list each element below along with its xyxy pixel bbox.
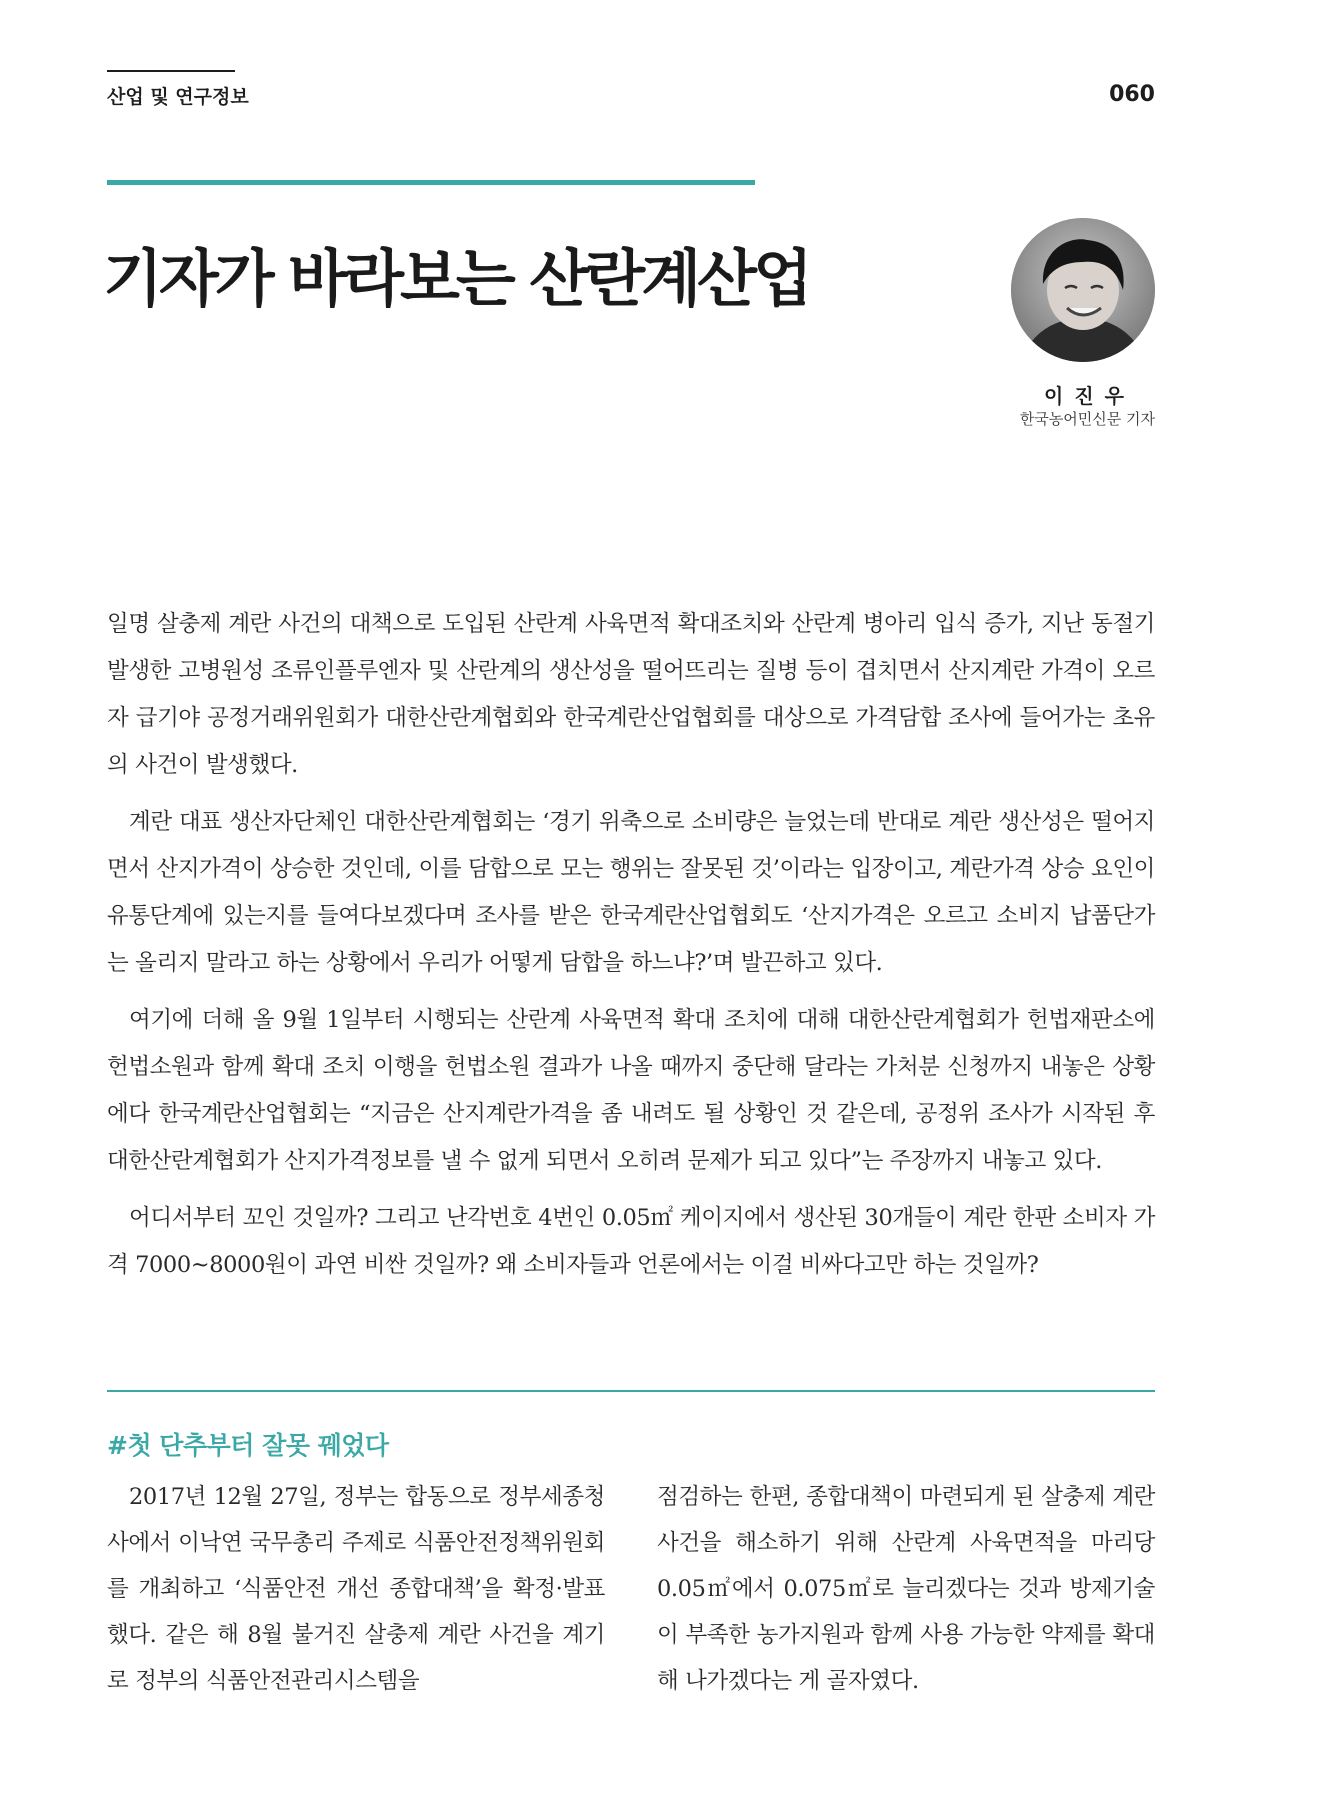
page-number: 060: [1109, 82, 1155, 107]
intro-body: [107, 601, 1155, 1299]
intro-paragraph: 어디서부터 꼬인 것일까? 그리고 난각번호 4번인 0.05㎡ 케이지에서 생산된 30개들이 계란 한판 소비자 가격 7000~8000원이 과연 비싼 것일까? 왜 소비자들과 언론에서는 이걸 비싸다고만 하는 것일까?: [107, 1205, 1155, 1278]
title-rule: [107, 180, 755, 185]
right-column-text: 점검하는 한편, 종합대책이 마련되게 된 살충제 계란 사건을 해소하기 위해 산란계 사육면적을 마리당 0.05㎡에서 0.075㎡로 늘리겠다는 것과 방제기술이 부족한 농가지원과 함께 사용 가능한 약제를 확대해 나가겠다는 게 골자였다.: [657, 1484, 1155, 1694]
author-photo: [1011, 218, 1155, 362]
right-column: [657, 1474, 1155, 1704]
header-rule: [107, 70, 235, 72]
author-affiliation: 한국농어민신문 기자: [1019, 410, 1155, 428]
two-column-body: [107, 1474, 1155, 1704]
section-heading: #첫 단추부터 잘못 꿰었다: [107, 1430, 389, 1460]
section-name: 산업 및 연구정보: [107, 86, 249, 108]
article-title: 기자가 바라보는 산란계산업: [103, 241, 809, 315]
author-name: 이 진 우: [1044, 384, 1126, 408]
left-column: [107, 1474, 605, 1704]
intro-paragraph: 계란 대표 생산자단체인 대한산란계협회는 ‘경기 위축으로 소비량은 늘었는데 반대로 계란 생산성은 떨어지면서 산지가격이 상승한 것인데, 이를 담합으로 모는 행위는 잘못된 것’이라는 입장이고, 계란가격 상승 요인이 유통단계에 있는지를 들여다보겠다며 조사를 받은 한국계란산업협회도 ‘산지가격은 오르고 소비지 납품단가는 올리지 말라고 하는 상황에서 우리가 어떻게 담합을 하느냐?’며 발끈하고 있다.: [107, 809, 1155, 976]
left-column-text: 2017년 12월 27일, 정부는 합동으로 정부세종청사에서 이낙연 국무총리 주제로 식품안전정책위원회를 개최하고 ‘식품안전 개선 종합대책’을 확정·발표했다. 같은 해 8월 불거진 살충제 계란 사건을 계기로 정부의 식품안전관리시스템을: [107, 1484, 605, 1694]
intro-paragraph: 일명 살충제 계란 사건의 대책으로 도입된 산란계 사육면적 확대조치와 산란계 병아리 입식 증가, 지난 동절기 발생한 고병원성 조류인플루엔자 및 산란계의 생산성을 떨어뜨리는 질병 등이 겹치면서 산지계란 가격이 오르자 급기야 공정거래위원회가 대한산란계협회와 한국계란산업협회를 대상으로 가격담합 조사에 들어가는 초유의 사건이 발생했다.: [107, 611, 1155, 778]
intro-paragraph: 여기에 더해 올 9월 1일부터 시행되는 산란계 사육면적 확대 조치에 대해 대한산란계협회가 헌법재판소에 헌법소원과 함께 확대 조치 이행을 헌법소원 결과가 나올 때까지 중단해 달라는 가처분 신청까지 내놓은 상황에다 한국계란산업협회는 “지금은 산지계란가격을 좀 내려도 될 상황인 것 같은데, 공정위 조사가 시작된 후 대한산란계협회가 산지가격정보를 낼 수 없게 되면서 오히려 문제가 되고 있다”는 주장까지 내놓고 있다.: [107, 1007, 1155, 1174]
section-rule: [107, 1390, 1155, 1392]
